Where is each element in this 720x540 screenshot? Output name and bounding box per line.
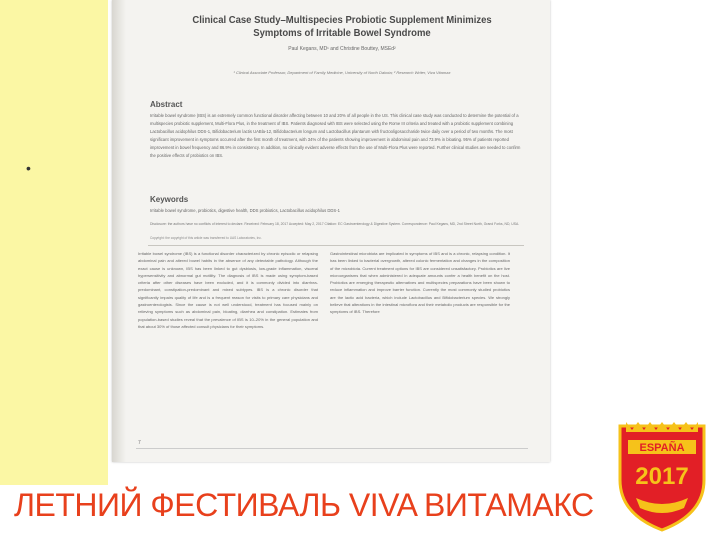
- country-label: ESPAÑA: [639, 442, 685, 454]
- keywords-body: Irritable bowel syndrome, probiotics, digestive health, DDS probiotics, Lactobacillus acidophilus DDS-1: [150, 208, 340, 213]
- abstract-body: Irritable bowel syndrome (IBS) is an extremely common functional disorder affecting between 10 and 20% of all people in the US. This clinical case study was conducted to determine the potential of a multispecies probiotic supplement, Multi-Flora Plus, in the treatment of IBS. Patients diagnosed with IBS were selected using the Rome III criteria and treated with a probiotic supplement combining Lactobacillus acidophilus DDS-1, Bifidobacterium lactis UABla-12, Bifidobacterium longum and Lactobacillus plantarum with fructooligosaccharide twice daily over a period of two months. The most significant improvement in symptoms occurred after the first month of treatment, with 34% of the patients showing improvement in abdominal pain and 73.9% in bloating. 95% of patients reported improvement in bowel frequency and 86.9% in consistency. In addition, no clinically evident adverse effects from the use of Multi-Flora Plus were reported. Further clinical studies are needed to confirm the positive effects of probiotics on IBS.: [150, 113, 521, 158]
- espana-2017-badge-logo: [614, 418, 710, 534]
- paper-title: [162, 14, 523, 40]
- paper-authors: Paul Kegans, MD¹ and Christine Bouttey, MSEd²: [288, 46, 396, 52]
- page-number: 7: [138, 440, 141, 446]
- crown-icon: [626, 422, 698, 432]
- paper-affiliation: ¹ Clinical Associate Professor, Department of Family Medicine, University of North Dakota; ² Research Writer, Viva Vitamax: [233, 70, 451, 75]
- year-label: 2017: [635, 463, 689, 490]
- keywords-heading: Keywords: [150, 195, 189, 204]
- footer-rule: [136, 448, 528, 449]
- copyright-line: Copyright: the copyright of this article was transferred to UAS Laboratories, Inc.: [150, 236, 262, 240]
- body-column-right: Gastrointestinal microbiota are implicated in symptoms of IBS and is a chronic, relapsing condition. It has been linked to bacterial overgrowth, altered colonic fermentation and changes in the composition of the microbiota. Current treatment options for IBS are considered unsatisfactory. Probiotics are live microorganisms that when administered in adequate amounts confer a health benefit on the host. Probiotics are emerging therapeutic alternatives and multispecies preparations have been shown to reduce inflammation and improve barrier function. Currently the most commonly studied probiotics are the lactic acid bacteria, which include Lactobacillus and Bifidobacterium species. We strongly believe that alterations in the intestinal microflora and their metabolic products are responsible for the symptoms of IBS. Therefore: [330, 251, 510, 315]
- paper-title-line1: Clinical Case Study–Multispecies Probiotic Supplement Minimizes: [192, 15, 492, 26]
- article-meta: Disclosure: the authors have no conflicts of interest to declare. Received: February 18, 2017 Accepted: May 2, 2017 Citation: EC Gastroenterology & Digestive System. Correspondence: Paul Kegans, MD, 2nd Street North, Grand Forks, ND, USA.: [150, 222, 520, 226]
- section-divider: [148, 245, 524, 246]
- paper-scan: [112, 0, 550, 462]
- bullet-marker: •: [26, 160, 31, 176]
- abstract-heading: Abstract: [150, 100, 183, 109]
- page-gutter-shadow: [112, 0, 126, 462]
- festival-banner: ЛЕТНИЙ ФЕСТИВАЛЬ VIVA ВИТАМАКС: [14, 487, 594, 523]
- paper-title-line2: Symptoms of Irritable Bowel Syndrome: [253, 28, 431, 39]
- slide-side-panel: [0, 0, 108, 485]
- body-column-left: Irritable bowel syndrome (IBS) is a functional disorder characterized by chronic episodic or relapsing abdominal pain and altered bowel habits in the absence of any detectable pathology. Although the exact cause is unknown, IBS has been linked to gut dysbiosis, low-grade inflammation, visceral hypersensitivity and abnormal gut motility. The diagnosis of IBS is made using symptom-based criteria after other diseases have been excluded, and it is commonly divided into diarrhea-predominant, constipation-predominant and mixed subtypes. IBS is a chronic disorder that significantly impairs quality of life and is a frequent reason for visits to primary care physicians and gastroenterologists. Since the cause is not well understood, treatment has focused mainly on relieving symptoms such as abdominal pain, bloating, diarrhea and constipation. Estimates from population-based studies reveal that the prevalence of IBS is 10–20% in the general population and that about 30% of those affected consult physicians for their symptoms.: [138, 251, 318, 329]
